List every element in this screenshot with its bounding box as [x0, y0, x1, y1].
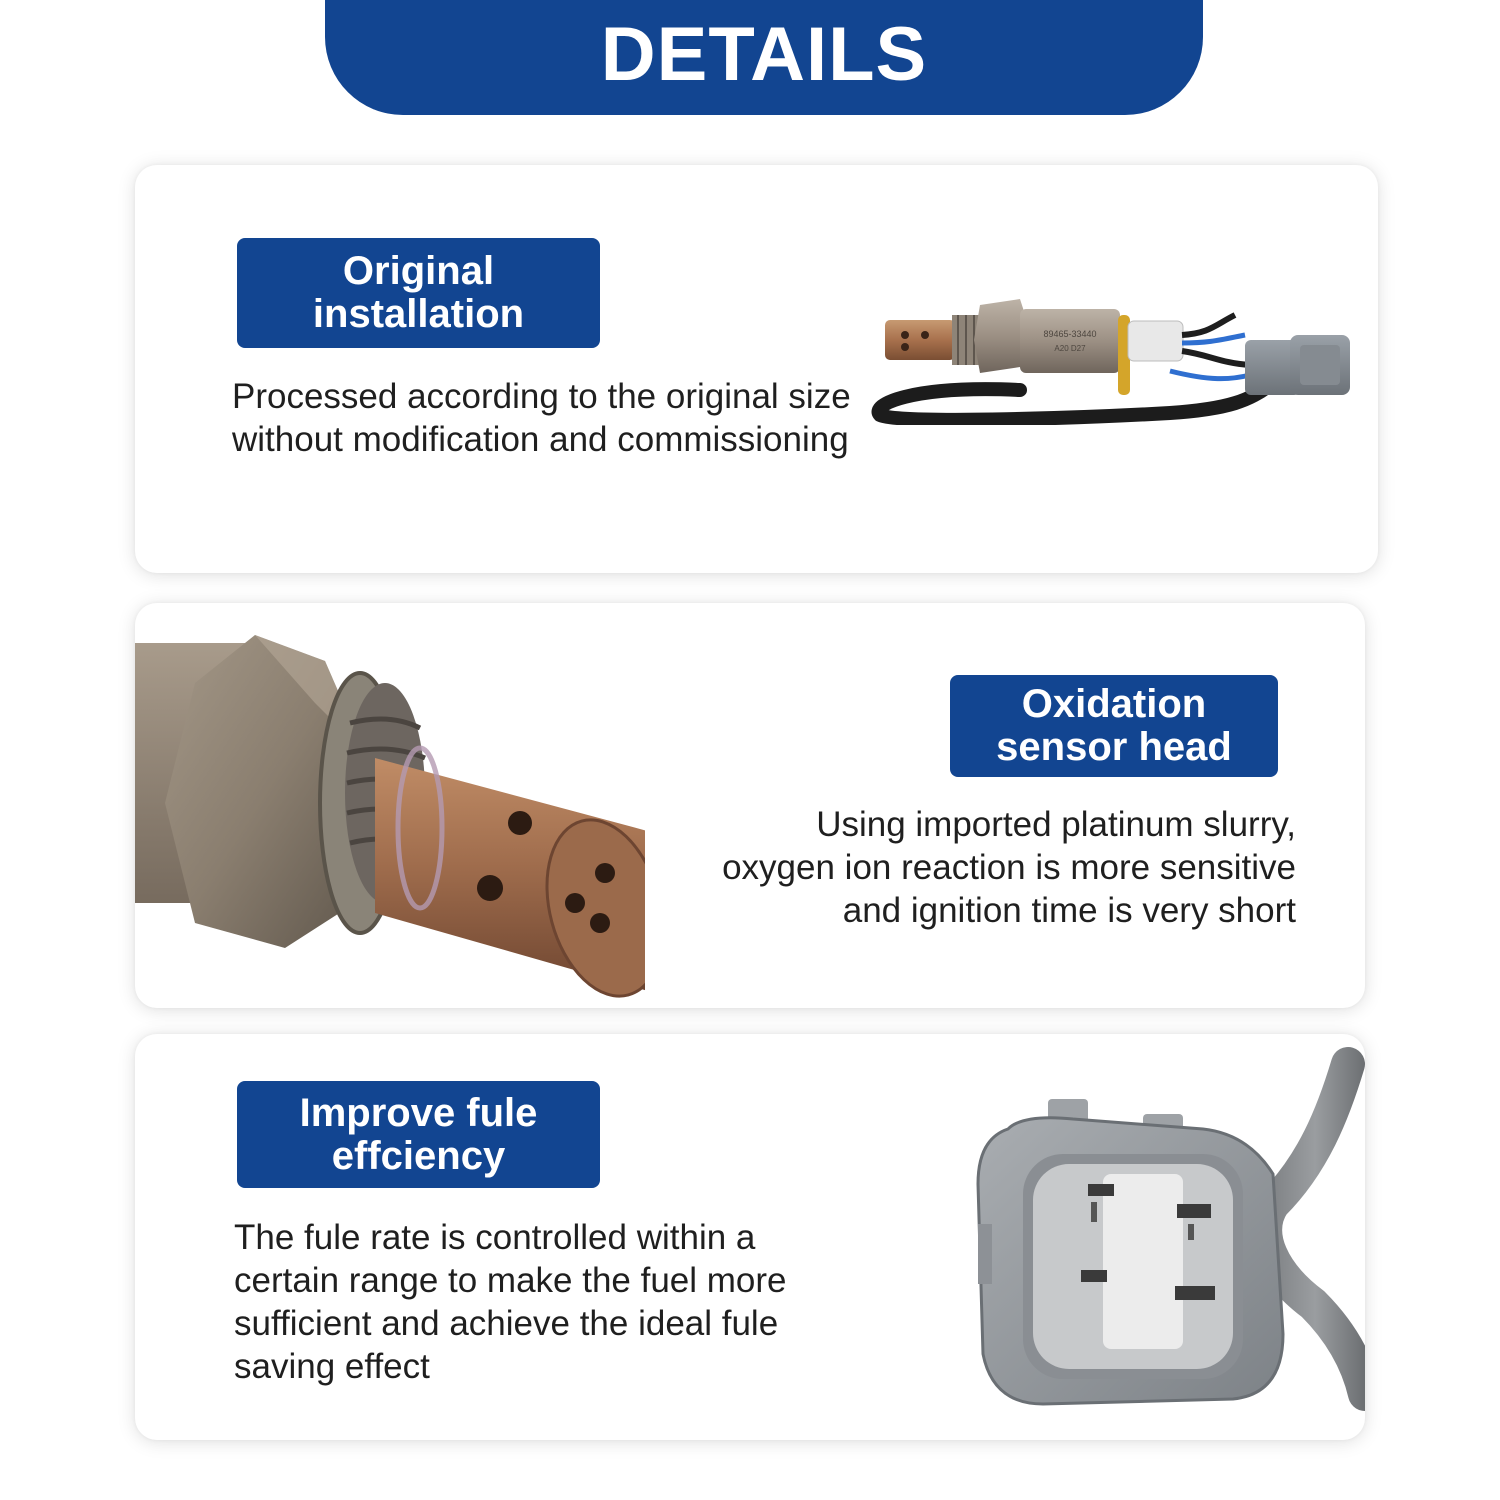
feature-description: The fule rate is controlled within a certain range to make the fuel more sufficient and achieve the ideal fule saving effect [234, 1218, 787, 1386]
feature-card-oxidation-sensor-head [135, 603, 1365, 1008]
connector-plug-icon [953, 1034, 1365, 1440]
feature-card-original-installation [135, 165, 1378, 573]
feature-badge: Oxidation sensor head [950, 675, 1278, 777]
svg-text:A20 D27: A20 D27 [1054, 344, 1086, 353]
feature-description: Processed according to the original size without modification and commissioning [232, 377, 851, 459]
oxygen-sensor-full-icon [870, 285, 1365, 425]
feature-description: Using imported platinum slurry, oxygen ion reaction is more sensitive and ignition time is very short [722, 805, 1296, 930]
details-banner [325, 0, 1203, 115]
feature-card-fuel-efficiency [135, 1034, 1365, 1440]
page-title: DETAILS [600, 12, 928, 97]
sensor-head-closeup-icon [135, 603, 645, 1008]
feature-badge: Original installation [237, 238, 600, 348]
svg-text:89465-33440: 89465-33440 [1043, 329, 1097, 339]
feature-badge: Improve fule effciency [237, 1081, 600, 1188]
